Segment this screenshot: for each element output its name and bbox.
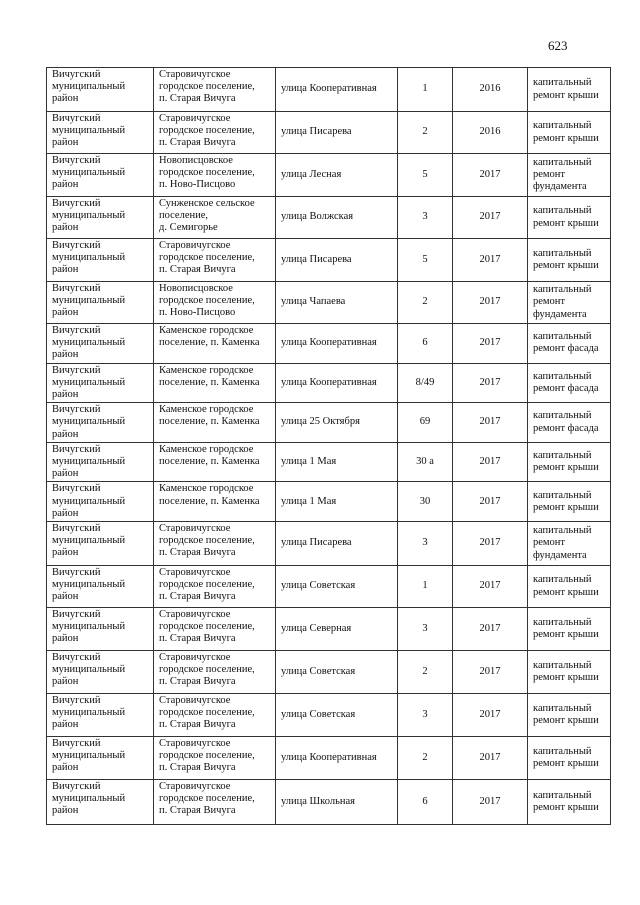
street-cell: улица Волжская	[276, 197, 398, 239]
house-number-cell: 3	[398, 608, 453, 651]
year-cell: 2017	[453, 197, 528, 239]
house-number-cell: 2	[398, 112, 453, 154]
table-row	[47, 651, 611, 694]
settlement-cell: Старовичугское городское поселение, п. Старая Вичуга	[154, 68, 276, 112]
settlement-cell: Каменское городское поселение, п. Каменка	[154, 363, 276, 403]
table-row	[47, 780, 611, 825]
work-type-cell: капитальный ремонт крыши	[528, 112, 611, 154]
district-cell: Вичугский муниципальный район	[47, 442, 154, 482]
district-cell: Вичугский муниципальный район	[47, 68, 154, 112]
street-cell: улица Писарева	[276, 239, 398, 282]
house-number-cell: 8/49	[398, 363, 453, 403]
table-row	[47, 197, 611, 239]
street-cell: улица Чапаева	[276, 282, 398, 324]
work-type-cell: капитальный ремонт крыши	[528, 780, 611, 825]
year-cell: 2017	[453, 737, 528, 780]
district-cell: Вичугский муниципальный район	[47, 482, 154, 522]
street-cell: улица Школьная	[276, 780, 398, 825]
district-cell: Вичугский муниципальный район	[47, 112, 154, 154]
street-cell: улица 1 Мая	[276, 442, 398, 482]
street-cell: улица Советская	[276, 566, 398, 608]
house-number-cell: 69	[398, 403, 453, 443]
house-number-cell: 3	[398, 197, 453, 239]
settlement-cell: Старовичугское городское поселение, п. Старая Вичуга	[154, 780, 276, 825]
work-type-cell: капитальный ремонт крыши	[528, 239, 611, 282]
house-number-cell: 30 а	[398, 442, 453, 482]
district-cell: Вичугский муниципальный район	[47, 780, 154, 825]
house-number-cell: 6	[398, 324, 453, 364]
street-cell: улица Кооперативная	[276, 363, 398, 403]
year-cell: 2017	[453, 363, 528, 403]
repair-table	[46, 67, 611, 825]
table-row	[47, 363, 611, 403]
district-cell: Вичугский муниципальный район	[47, 608, 154, 651]
settlement-cell: Старовичугское городское поселение, п. Старая Вичуга	[154, 694, 276, 737]
settlement-cell: Сунженское сельское поселение, д. Семигорье	[154, 197, 276, 239]
table-row	[47, 154, 611, 197]
table-row	[47, 282, 611, 324]
street-cell: улица Кооперативная	[276, 324, 398, 364]
year-cell: 2017	[453, 522, 528, 566]
table-row	[47, 442, 611, 482]
settlement-cell: Каменское городское поселение, п. Каменка	[154, 482, 276, 522]
house-number-cell: 3	[398, 694, 453, 737]
district-cell: Вичугский муниципальный район	[47, 363, 154, 403]
district-cell: Вичугский муниципальный район	[47, 694, 154, 737]
table-row	[47, 403, 611, 443]
year-cell: 2017	[453, 403, 528, 443]
settlement-cell: Старовичугское городское поселение, п. Старая Вичуга	[154, 608, 276, 651]
street-cell: улица Советская	[276, 651, 398, 694]
street-cell: улица Лесная	[276, 154, 398, 197]
work-type-cell: капитальный ремонт крыши	[528, 566, 611, 608]
table-row	[47, 324, 611, 364]
year-cell: 2017	[453, 324, 528, 364]
district-cell: Вичугский муниципальный район	[47, 197, 154, 239]
work-type-cell: капитальный ремонт крыши	[528, 68, 611, 112]
street-cell: улица 25 Октября	[276, 403, 398, 443]
district-cell: Вичугский муниципальный район	[47, 522, 154, 566]
work-type-cell: капитальный ремонт фундамента	[528, 154, 611, 197]
year-cell: 2017	[453, 651, 528, 694]
table-row	[47, 608, 611, 651]
street-cell: улица Кооперативная	[276, 737, 398, 780]
settlement-cell: Новописцовское городское поселение, п. Ново-Писцово	[154, 282, 276, 324]
year-cell: 2017	[453, 442, 528, 482]
house-number-cell: 1	[398, 566, 453, 608]
year-cell: 2017	[453, 154, 528, 197]
house-number-cell: 2	[398, 651, 453, 694]
district-cell: Вичугский муниципальный район	[47, 154, 154, 197]
district-cell: Вичугский муниципальный район	[47, 403, 154, 443]
table-row	[47, 68, 611, 112]
settlement-cell: Старовичугское городское поселение, п. Старая Вичуга	[154, 239, 276, 282]
settlement-cell: Старовичугское городское поселение, п. Старая Вичуга	[154, 737, 276, 780]
street-cell: улица Писарева	[276, 522, 398, 566]
settlement-cell: Каменское городское поселение, п. Каменка	[154, 442, 276, 482]
settlement-cell: Старовичугское городское поселение, п. Старая Вичуга	[154, 522, 276, 566]
district-cell: Вичугский муниципальный район	[47, 324, 154, 364]
table-row	[47, 112, 611, 154]
table-row	[47, 522, 611, 566]
street-cell: улица Писарева	[276, 112, 398, 154]
street-cell: улица 1 Мая	[276, 482, 398, 522]
house-number-cell: 1	[398, 68, 453, 112]
year-cell: 2016	[453, 68, 528, 112]
house-number-cell: 5	[398, 154, 453, 197]
work-type-cell: капитальный ремонт крыши	[528, 694, 611, 737]
table-row	[47, 239, 611, 282]
year-cell: 2017	[453, 608, 528, 651]
house-number-cell: 2	[398, 282, 453, 324]
work-type-cell: капитальный ремонт фасада	[528, 403, 611, 443]
district-cell: Вичугский муниципальный район	[47, 737, 154, 780]
settlement-cell: Старовичугское городское поселение, п. Старая Вичуга	[154, 566, 276, 608]
year-cell: 2017	[453, 282, 528, 324]
year-cell: 2017	[453, 566, 528, 608]
work-type-cell: капитальный ремонт крыши	[528, 608, 611, 651]
work-type-cell: капитальный ремонт крыши	[528, 737, 611, 780]
district-cell: Вичугский муниципальный район	[47, 566, 154, 608]
district-cell: Вичугский муниципальный район	[47, 239, 154, 282]
year-cell: 2017	[453, 694, 528, 737]
work-type-cell: капитальный ремонт крыши	[528, 482, 611, 522]
settlement-cell: Каменское городское поселение, п. Каменка	[154, 324, 276, 364]
work-type-cell: капитальный ремонт фасада	[528, 363, 611, 403]
work-type-cell: капитальный ремонт фундамента	[528, 522, 611, 566]
work-type-cell: капитальный ремонт крыши	[528, 442, 611, 482]
settlement-cell: Новописцовское городское поселение, п. Ново-Писцово	[154, 154, 276, 197]
street-cell: улица Кооперативная	[276, 68, 398, 112]
table-row	[47, 737, 611, 780]
table-row	[47, 566, 611, 608]
work-type-cell: капитальный ремонт крыши	[528, 651, 611, 694]
house-number-cell: 5	[398, 239, 453, 282]
work-type-cell: капитальный ремонт фасада	[528, 324, 611, 364]
work-type-cell: капитальный ремонт фундамента	[528, 282, 611, 324]
year-cell: 2017	[453, 482, 528, 522]
settlement-cell: Каменское городское поселение, п. Каменка	[154, 403, 276, 443]
table-row	[47, 694, 611, 737]
year-cell: 2017	[453, 780, 528, 825]
page-number: 623	[548, 38, 568, 53]
house-number-cell: 3	[398, 522, 453, 566]
year-cell: 2017	[453, 239, 528, 282]
house-number-cell: 30	[398, 482, 453, 522]
district-cell: Вичугский муниципальный район	[47, 282, 154, 324]
year-cell: 2016	[453, 112, 528, 154]
house-number-cell: 6	[398, 780, 453, 825]
settlement-cell: Старовичугское городское поселение, п. Старая Вичуга	[154, 651, 276, 694]
district-cell: Вичугский муниципальный район	[47, 651, 154, 694]
street-cell: улица Северная	[276, 608, 398, 651]
settlement-cell: Старовичугское городское поселение, п. Старая Вичуга	[154, 112, 276, 154]
street-cell: улица Советская	[276, 694, 398, 737]
house-number-cell: 2	[398, 737, 453, 780]
table-row	[47, 482, 611, 522]
work-type-cell: капитальный ремонт крыши	[528, 197, 611, 239]
